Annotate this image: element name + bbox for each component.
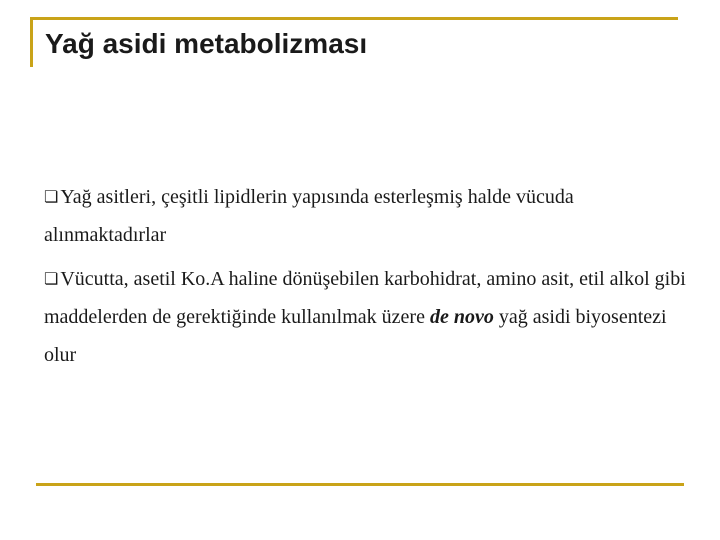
bullet-item	[44, 178, 692, 254]
bullet-text: Vücutta, asetil Ko.A haline dönüşebilen karbohidrat, amino asit, etil alkol gibi maddelerden de gerektiğinde kullanılmak üzere	[44, 268, 686, 328]
frame-left-rule	[30, 17, 33, 67]
bullet-emphasis: de novo	[429, 306, 494, 328]
bullet-list	[44, 178, 692, 380]
square-bullet-icon: ❏	[44, 187, 59, 206]
slide-title: Yağ asidi metabolizması	[45, 28, 368, 59]
frame-top-rule	[30, 17, 678, 20]
frame-bottom-rule	[36, 483, 684, 486]
bullet-text: Yağ asitleri, çeşitli lipidlerin yapısında esterleşmiş halde vücuda alınmaktadırlar	[44, 186, 574, 246]
square-bullet-icon: ❏	[44, 269, 59, 288]
bullet-item	[44, 260, 692, 374]
bullet-text-tail: yağ asidi biyosentezi olur	[44, 306, 667, 366]
